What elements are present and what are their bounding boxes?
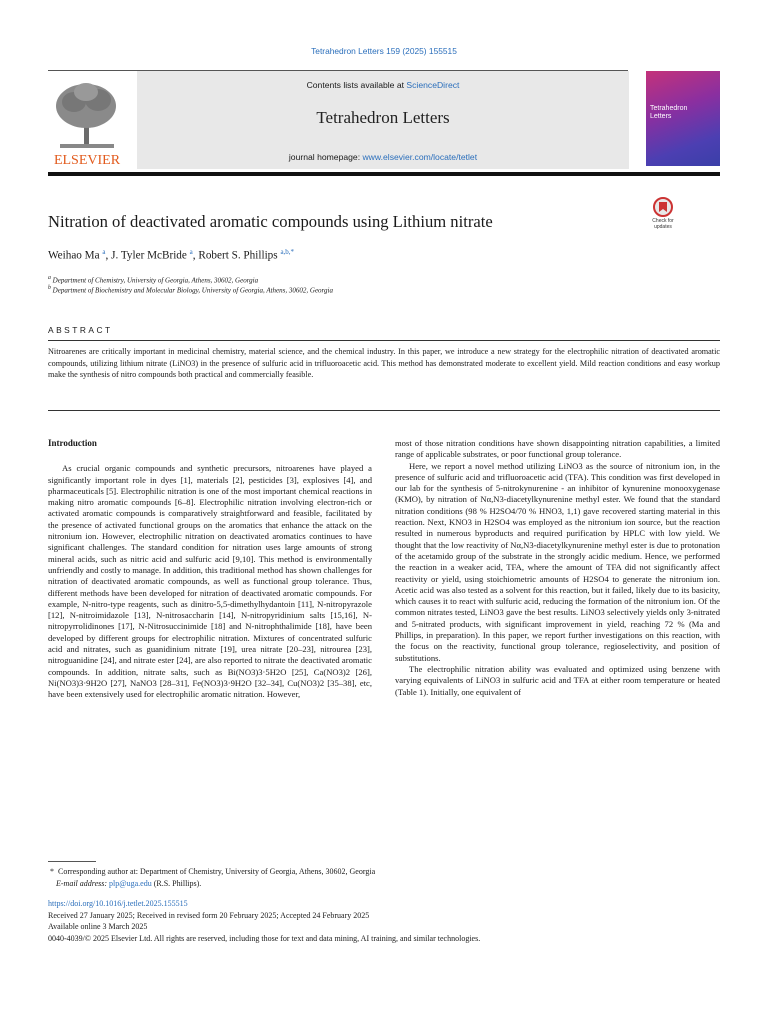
journal-cover[interactable] bbox=[646, 71, 720, 166]
email-label: E-mail address: bbox=[56, 879, 108, 888]
section-heading-introduction: Introduction bbox=[48, 438, 97, 448]
contents-line bbox=[137, 80, 629, 90]
body-paragraph: The electrophilic nitration ability was evaluated and optimized using benzene with varying equivalents of LiNO3 in sulfuric acid and TFA at either room temperature or heated (Table 1). Initially, one equivalent of bbox=[395, 663, 720, 697]
author-affil-marker[interactable]: a bbox=[189, 248, 193, 256]
body-paragraph: most of those nitration conditions have shown disappointing nitration capabilities, a limited range of applicable substrates, or poor functional group tolerance. bbox=[395, 438, 720, 460]
available-online: Available online 3 March 2025 bbox=[48, 922, 148, 931]
journal-name: Tetrahedron Letters bbox=[316, 108, 450, 127]
corresponding-author-note: * Corresponding author at: Department of Chemistry, University of Georgia, Athens, 30602, Georgia E-mail address: plp@uga.edu (R.S. Phillips). bbox=[48, 867, 376, 888]
affiliation-b: $^b$ Department of Biochemistry and Molecular Biology, University of Georgia, Athens, 30602, Georgia bbox=[48, 285, 333, 295]
body-paragraph: As crucial organic compounds and synthetic precursors, nitroarenes have played a significantly important role in dyes [1], materials [2], pesticides [3], explosives [4], and pharmaceuticals [5]. Electrophilic nitration is one of the most important chemical reactions in making nitro aromatic compounds [6–8]. Electrophilic nitration involving electron-rich or activated aromatic compounds is comparatively straightforward and feasible, facilitated by the presence of activated functional groups on the aromatics that enhance the attack on the nitronium ion. However, electrophilic nitration on deactivated aromatics continues to have significant challenges. The standard condition for nitration uses large amounts of strong mineral acids, such as nitric acid and sulfuric acid [9,10]. This method is environmentally unfriendly and costly to manage. In addition, this traditional method has shown challenges for nitration of deactivated aromatic compounds, as well as functional group tolerance. Thus, different methods have been developed for nitration of deactivated aromatic compounds. For example, N-nitro-type reagents, such as dinitro-5,5-dimethylhydantoin [11], N-nitropyrazole [12], N-nitroimidazole [13], N-nitrosaccharin [14], N-nitropyridinium salts [15,16], N-nitropyrrolidinones [17], N-Nitrosuccinimide [18] and N-nitrophthalimide [18], have been developed by different groups for electrophilic nitration. Mixtures of concentrated sulfuric acid and nitrates, such as guanidinium nitrate [19], urea nitrate [20–23], nitrourea [23], nitroguanidine [24], and nitrate ester [24], are also reported to nitrate the deactivated aromatic compounds. In addition, nitrate salts, such as Bi(NO3)3·5H2O [25], Ca(NO3)2 [26], Ni(NO3)3·9H2O [27], NaNO3 [28–31], Fe(NO3)3·9H2O [32–34], Cu(NO3)2 [35–38], etc, have been extensively used for electrophilic aromatic nitration. However, bbox=[48, 463, 372, 700]
abstract-bottom-rule bbox=[48, 410, 720, 411]
homepage-line bbox=[137, 152, 629, 162]
elsevier-wordmark: ELSEVIER bbox=[53, 153, 121, 166]
email-suffix: (R.S. Phillips). bbox=[153, 879, 202, 888]
abstract-top-rule bbox=[48, 340, 720, 341]
contents-prefix: Contents lists available at bbox=[306, 80, 407, 90]
email-link[interactable]: plp@uga.edu bbox=[109, 879, 152, 888]
publication-info bbox=[48, 898, 720, 944]
journal-citation[interactable]: Tetrahedron Letters 159 (2025) 155515 bbox=[311, 46, 457, 56]
body-column-left bbox=[48, 438, 372, 701]
homepage-link[interactable]: www.elsevier.com/locate/tetlet bbox=[362, 152, 478, 162]
svg-text:Check for: Check for bbox=[652, 218, 674, 224]
abstract-heading: ABSTRACT bbox=[48, 325, 113, 335]
sciencedirect-link[interactable]: ScienceDirect bbox=[406, 80, 460, 90]
author-name[interactable]: Robert S. Phillips bbox=[198, 249, 278, 262]
homepage-prefix: journal homepage: bbox=[288, 152, 363, 162]
abstract-text: Nitroarenes are critically important in medicinal chemistry, material science, and the chemical industry. In this paper, we introduce a new strategy for the electrophilic nitration of deactivated aromatic compounds, utilizing lithium nitrate (LiNO3) in the presence of sulfuric acid in trifluoroacetic acid. This method has demonstrated moderate to excellent yield. Mild reaction conditions and easy workup make the synthesis of nitro compounds both practical and commercially feasible. bbox=[48, 347, 720, 380]
elsevier-logo bbox=[48, 78, 126, 166]
author-name[interactable]: Weihao Ma bbox=[48, 249, 100, 262]
check-for-updates-icon[interactable] bbox=[646, 196, 680, 230]
copyright-line: 0040-4039/© 2025 Elsevier Ltd. All rights are reserved, including those for text and data mining, AI training, and similar technologies. bbox=[48, 933, 481, 943]
cover-title: Tetrahedron Letters bbox=[650, 105, 688, 120]
body-column-right bbox=[395, 438, 720, 698]
author-affil-marker[interactable]: a bbox=[102, 248, 106, 256]
author-name[interactable]: J. Tyler McBride bbox=[111, 249, 187, 262]
doi-link[interactable]: https://doi.org/10.1016/j.tetlet.2025.155515 bbox=[48, 899, 188, 908]
author-list: Weihao Ma $^a$, J. Tyler McBride $^a$, Robert S. Phillips $^{a,b,*}$ bbox=[48, 248, 295, 262]
author-affil-marker[interactable]: a,b,* bbox=[280, 248, 295, 256]
article-title: Nitration of deactivated aromatic compounds using Lithium nitrate bbox=[48, 212, 493, 231]
footnote-rule bbox=[48, 861, 96, 862]
affiliation-a: $^a$ Department of Chemistry, University of Georgia, Athens, 30602, Georgia bbox=[48, 275, 259, 285]
corresponding-author: Corresponding author at: Department of Chemistry, University of Georgia, Athens, 30602, Georgia bbox=[58, 867, 376, 876]
header-bottom-rule bbox=[48, 172, 720, 176]
svg-text:updates: updates bbox=[654, 224, 672, 230]
body-paragraph: Here, we report a novel method utilizing LiNO3 as the source of nitronium ion, in the presence of sulfuric acid and trifluoroacetic acid (TFA). This condition was first developed in our lab for the synthesis of 5-nitrokynurenine - an inhibitor of kynurenine monooxygenase (KMO), by nitration of Nα,N3-diacetylkynurenine methyl ester. We found that the standard nitration conditions (98 % H2SO4/70 % HNO3, 1,1) gave recovered starting material in this reaction. Next, KNO3 in H2SO4 was employed as the nitronium ion source, but the reaction resulted in numerous byproducts and required purification by HPLC with low yield. We thought that the low reactivity of Nα,N3-diacetylkynurenine methyl ester is due to protonation of the acetamido group of the substrate in the strongly acidic medium. Hence, we performed the reaction in a weaker acid, TFA, where the amount of TFA did not significantly affect reactivity or yield, using stoichiometric amounts of H2SO4 to generate the nitronium ion. Acetic acid was also tested as a solvent for this reaction, but it failed, likely due to its basicity, which causes it to react with sulfuric acid, reducing the formation of the nitronium ion. Of the common nitrates tested, LiNO3 gave the best results. LiNO3 selectively yields only 3-nitrated and 5-nitrated products, with significant improvement in yield, reaching 72 % (Ma and Phillips, in preparation). In this paper, we report further investigations on this reaction, with the focus on the reactivity, functional group tolerance, regioselectivity, and position of substitutions. bbox=[395, 460, 720, 663]
received-dates: Received 27 January 2025; Received in revised form 20 February 2025; Accepted 24 February 2025 bbox=[48, 910, 370, 920]
